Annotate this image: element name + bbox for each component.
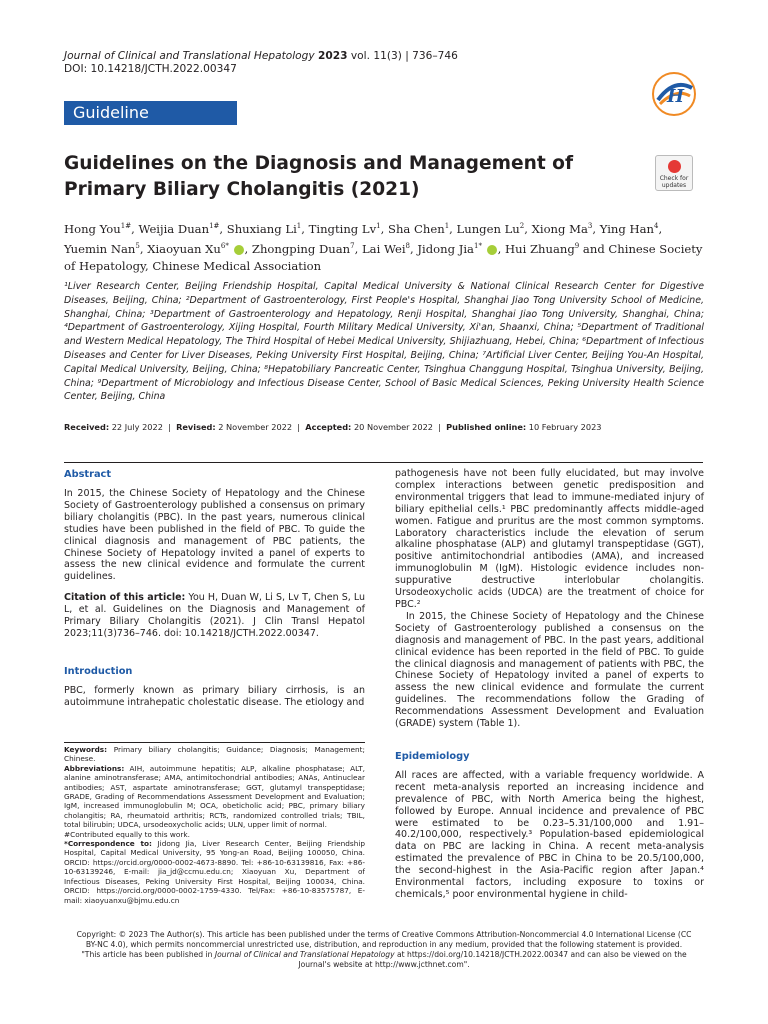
keywords-label: Keywords: (64, 745, 108, 754)
author-name: Jidong Jia (417, 241, 474, 256)
svg-text:H: H (667, 86, 685, 107)
author-name: Tingting Lv (308, 221, 377, 236)
author-list: Hong You$^{1\#}$, Weijia Duan$^{1\#}$, Shuxiang Li$^1$, Tingting Lv$^1$, Sha Chen$^1$, Lungen Lu$^2$, Xiong Ma$^3$, Ying Han$^4$, Yuemin Nan$^5$, Xiaoyuan $Xu^{6*}$ , Zhongping Duan$^7$, Lai Wei$^8$, Jidong Jia$^{1*}$ , Hui Zhuang$^9$ and Chinese Society of Hepatology, Chinese Medical Association (64, 221, 703, 273)
epidemiology-heading: Epidemiology (395, 750, 470, 762)
correspondence-label: *Correspondence to: (64, 839, 152, 849)
journal-citation-line (64, 50, 458, 63)
published-date: 10 February 2023 (528, 422, 602, 432)
affiliations: ¹Liver Research Center, Beijing Friendship Hospital, Capital Medical University & National Clinical Research Center for Digestive Diseases, Beijing, China; ²Department of Gastroenterology, First People's Hospital, Shanghai Jiao Tong University School of Medicine, Shanghai, China; ³Department of Gastroenterology and Hepatology, Renji Hospital, Shanghai Jiao Tong University, Shanghai, China; ⁴Department of Gastroenterology, Xijing Hospital, Fourth Military Medical University, Xi'an, Shaanxi, China; ⁵Department of Traditional and Western Medical Hepatology, The Third Hospital of Hebei Medical University, Shijiazhuang, Hebei, China; ⁶Department of Infectious Diseases and Center for Liver Diseases, Peking University First Hospital, Beijing, China; ⁷Artificial Liver Center, Beijing You-An Hospital, Capital Medical University, Beijing, China; ⁸Hepatobiliary Pancreatic Center, Tsinghua Changgung Hospital, Tsinghua University, Beijing, China; ⁹Department of Microbiology and Infectious Disease Center, School of Basic Medical Sciences, Peking University Health Science Center, Beijing, China (64, 281, 704, 403)
section-divider (64, 462, 703, 463)
check-for-updates-button[interactable] (655, 155, 693, 191)
orcid-icon[interactable] (487, 245, 497, 255)
bookmark-icon (668, 160, 681, 173)
author-affiliation-mark: 6* (220, 241, 229, 250)
author-affiliation-mark: 3 (587, 222, 593, 230)
author-affiliation-mark: 8 (405, 241, 410, 250)
epidemiology-text: All races are affected, with a variable frequency worldwide. A recent meta-analysis reported an increasing incidence and prevalence of PBC, with North America being the highest, followed by Europe. Annual incidence and prevalence of PBC were estimated to be 0.23–5.31/100,000 and 1.91–40.2/100,000, respectively.³ Population-based epidemiological data on PBC are lacking in China. A recent meta-analysis estimated the prevalence of PBC in China to be 20.5/100,000, the second-highest in the Asia-Pacific region after Japan.⁴ Environmental factors, including exposure to toxins or chemicals,⁵ poor environmental hygiene in child- (395, 769, 704, 900)
journal-volume: vol. 11(3) | 736–746 (350, 50, 458, 62)
citation-text: You H, Duan W, Li S, Lv T, Chen S, Lu L, et al. Guidelines on the Diagnosis and Management of Primary Biliary Cholangitis (2021). J Clin Transl Hepatol 2023;11(3)736–746. doi: 10.14218/JCTH.2022.00347. (64, 592, 365, 639)
author-name: Weijia Duan (138, 221, 210, 236)
introduction-text-right-2: In 2015, the Chinese Society of Hepatology and the Chinese Society of Gastroenterology published a consensus on the diagnosis and management of PBC. In the past years, additional clinical evidence has been reported in the field of PBC. To guide the clinical diagnosis and management of patients with PBC, the Chinese Society of Hepatology invited a panel of experts to assess the new clinical evidence and formulate the current guidelines. The recommendations follow the Grading of Recommendations Assessment Development and Evaluation (GRADE) system (Table 1). (395, 610, 704, 730)
author-affiliation-mark: 4 (654, 222, 659, 230)
author-affiliation-mark: 1# (120, 222, 132, 230)
doi[interactable]: DOI: 10.14218/JCTH.2022.00347 (64, 63, 237, 75)
check-updates-label: Check for updates (659, 175, 689, 189)
author-affiliation-mark: 7 (350, 241, 355, 250)
correspondence (64, 839, 365, 905)
received-date: 22 July 2022 (111, 422, 163, 432)
author-affiliation-mark: 5 (135, 241, 140, 250)
abbreviations-text: AIH, autoimmune hepatitis; ALP, alkaline phosphatase; ALT, alanine aminotransferase; AMA, antimitochondrial antibodies; ANAs, Antinuclear antibodies; AST, aspartate aminotransferase; GGT, glutamyl transpeptidase; GRADE, Grading of Recommendations Assessment Development and Evaluation; IgM, increased immunoglobulin M; OCA, obeticholic acid; PBC, primary biliary cholangitis; RA, rheumatoid arthritis; RCTs, randomized controlled trials; TBIL, total bilirubin; UDCA, ursodeoxycholic acids; ULN, upper limit of normal. (64, 763, 365, 830)
author-affiliation-mark: 9 (574, 241, 580, 250)
footnotes (64, 745, 365, 905)
received-label: Received: (64, 422, 110, 432)
revised-label: Revised: (176, 422, 216, 432)
introduction-text-right-1: pathogenesis have not been fully elucidated, but may involve complex interactions between genetic predisposition and environmental triggers that lead to immune-mediated injury of biliary epithelial cells.¹ PBC predominantly affects middle-aged women. Fatigue and pruritus are the most common symptoms. Laboratory characteristics include the elevation of serum alkaline phosphatase (ALP) and glutamyl transpeptidase (GGT), positive antimitochondrial antibodies (AMA), and increased immunoglobulin M (IgM). Histologic evidence includes non-suppurative destructive interlobular cholangitis. Ursodeoxycholic acids (UDCA) are the treatment of choice for PBC.² (395, 468, 704, 610)
abbreviations (64, 764, 365, 830)
copyright-journal-name: Journal of Clinical and Translational Hepatology (214, 950, 395, 959)
abbreviations-label: Abbreviations: (64, 763, 125, 773)
copyright-line-2 (70, 950, 698, 970)
author-name: Hui Zhuang (505, 241, 575, 256)
author-name: Shuxiang Li (226, 221, 297, 236)
copyright-line-2-post: at https://doi.org/10.14218/JCTH.2022.00347 and can also be viewed on the Journal's website at http://www.jcthnet.com". (298, 950, 687, 969)
citation-label: Citation of this article: (64, 592, 186, 604)
accepted-label: Accepted: (305, 422, 352, 432)
footnote-divider (64, 742, 365, 743)
author-affiliation-mark: 1* (473, 241, 482, 250)
published-label: Published online: (446, 422, 527, 432)
author-name: Xiaoyuan Xu (147, 241, 221, 256)
journal-name: Journal of Clinical and Translational Hepatology (64, 50, 315, 62)
author-name: Hong You (64, 221, 121, 236)
copyright-line-1: Copyright: © 2023 The Author(s). This article has been published under the terms of Creative Commons Attribution-Noncommercial 4.0 International License (CC BY-NC 4.0), which permits noncommercial unrestricted use, distribution, and reproduction in any medium, provided that the following statement is provided. (76, 930, 692, 949)
author-name: Zhongping Duan (251, 241, 351, 256)
author-affiliation-mark: 1 (444, 222, 450, 230)
author-affiliation-mark: 1 (296, 222, 302, 230)
revised-date: 2 November 2022 (218, 422, 293, 432)
accepted-date: 20 November 2022 (353, 422, 433, 432)
orcid-icon[interactable] (234, 245, 244, 255)
keywords (64, 745, 365, 764)
article-title: Guidelines on the Diagnosis and Management of Primary Biliary Cholangitis (2021) (64, 153, 574, 200)
article-dates: Received: 22 July 2022 | Revised: 2 November 2022 | Accepted: 20 November 2022 | Published online: 10 February 2023 (64, 422, 602, 432)
authors-society: and Chinese Society of Hepatology, Chinese Medical Association (64, 241, 703, 273)
author-affiliation-mark: 1 (376, 222, 381, 230)
correspondence-text: Jidong Jia, Liver Research Center, Beijing Friendship Hospital, Capital Medical University, 95 Yong-an Road, Beijing 100050, China. ORCID: https://orcid.org/0000-0002-4673-8890. Tel: +86-10-63139816, Fax: +86-10-63139246, E-mail: jia_jd@ccmu.edu.cn; Xiaoyuan Xu, Department of Infectious Diseases, Peking University First Hospital, Beijing 100034, China. ORCID: https://orcid.org/0000-0002-1759-4330. Tel/Fax: +86-10-83575787, E-mail: xiaoyuanxu@bjmu.edu.cn (64, 839, 365, 905)
left-column (64, 468, 365, 709)
author-name: Lungen Lu (456, 221, 520, 236)
author-affiliation-mark: 2 (519, 222, 525, 230)
author-name: Sha Chen (388, 221, 445, 236)
copyright-line-2-pre: "This article has been published in (81, 950, 215, 959)
introduction-text-left: PBC, formerly known as primary biliary cirrhosis, is an autoimmune intrahepatic cholestatic disease. The etiology and (64, 684, 365, 708)
equal-contribution-note: #Contributed equally to this work. (64, 829, 190, 839)
journal-year: 2023 (318, 50, 348, 62)
keywords-text: Primary biliary cholangitis; Guidance; Diagnosis; Management; Chinese. (64, 745, 365, 764)
author-affiliation-mark: 1# (209, 222, 220, 230)
author-name: Xiong Ma (531, 221, 588, 236)
introduction-heading: Introduction (64, 665, 133, 677)
right-column (395, 468, 704, 901)
author-name: Lai Wei (361, 241, 406, 256)
article-type-banner: Guideline (64, 101, 237, 125)
abstract-text: In 2015, the Chinese Society of Hepatology and the Chinese Society of Gastroenterology published a consensus on primary biliary cholangitis (PBC). In the past years, numerous clinical studies have been published in the field of PBC. To guide the clinical diagnosis and management of PBC patients, the Chinese Society of Hepatology invited a panel of experts to assess the new clinical evidence and formulate the current guidelines. (64, 488, 365, 583)
copyright-notice (70, 930, 698, 970)
author-name: Yuemin Nan (64, 241, 136, 256)
abstract-heading: Abstract (64, 469, 112, 480)
journal-logo-icon (650, 70, 698, 118)
citation (64, 592, 365, 640)
author-name: Ying Han (599, 221, 654, 236)
